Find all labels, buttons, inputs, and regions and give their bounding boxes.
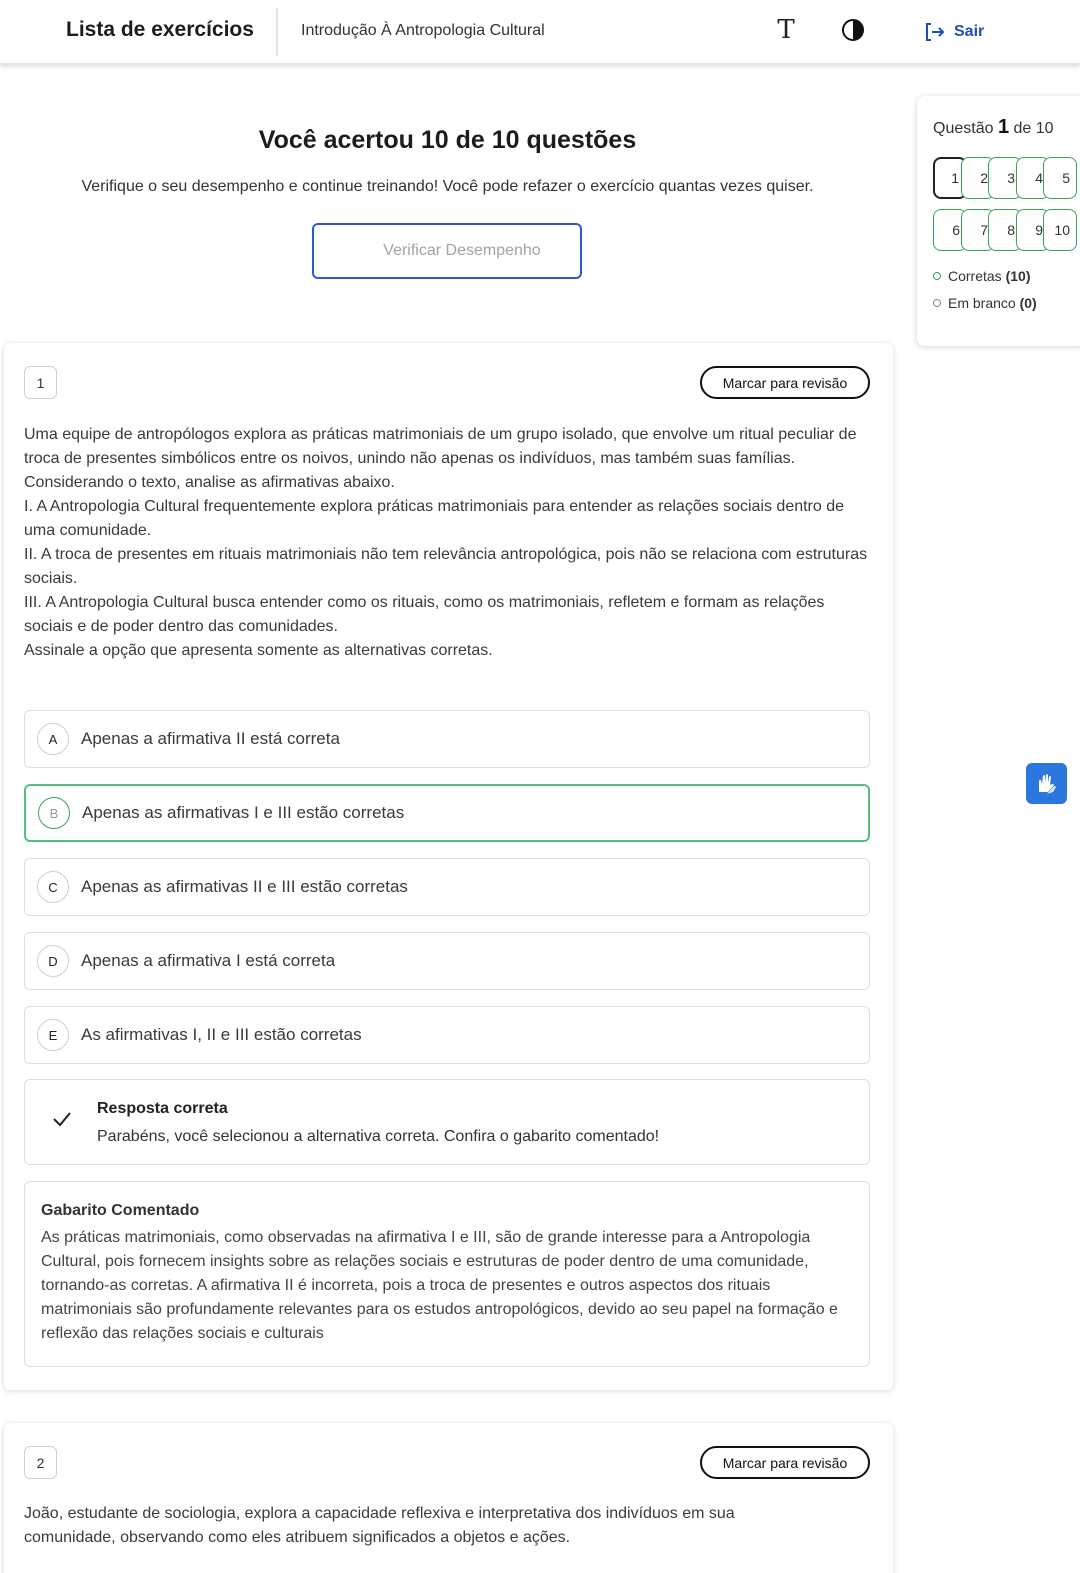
legend-blank-count: (0) [1019,295,1037,311]
question-number-button[interactable]: 2 [961,157,995,199]
mark-for-review-button[interactable]: Marcar para revisão [700,366,870,399]
checkmark-icon [51,1108,73,1130]
result-title: Você acertou 10 de 10 questões [258,126,637,154]
alternative-text: Apenas a afirmativa II está correta [81,729,340,748]
header-divider [276,8,278,56]
alternative-letter: A [37,723,69,755]
commented-answer [24,1181,870,1367]
question-number-button[interactable]: 4 [1016,157,1050,199]
hands-icon [1033,770,1061,798]
top-header [0,0,1080,64]
alternative-c[interactable] [24,858,870,916]
mark-for-review-button[interactable]: Marcar para revisão [700,1446,870,1479]
navigator-current: 1 [997,116,1010,138]
question-number-button[interactable]: 8 [988,209,1022,251]
question-card [4,343,893,1390]
statement-paragraph: Considerando o texto, analise as afirmativas abaixo. [24,474,395,491]
alternative-b[interactable] [24,784,870,842]
commented-answer-title: Gabarito Comentado [41,1202,200,1219]
statement-paragraph: II. A troca de presentes em rituais matrimoniais não tem relevância antropológica, pois não se relaciona com estruturas sociais. [24,546,868,587]
contrast-icon[interactable] [841,18,865,42]
question-statement: João, estudante de sociologia, explora a capacidade reflexiva e interpretativa dos indivíduos em sua comunidade, observando como eles atribuem significados a objetos e ações. [24,1505,735,1546]
question-number-button[interactable]: 9 [1016,209,1050,251]
commented-answer-text: As práticas matrimoniais, como observadas na afirmativa I e III, são de grande interesse para a Antropologia Cultural, pois fornecem insights sobre as relações sociais e estruturas de poder dentro de uma comunidade, tornando-as corretas. A afirmativa II é incorreta, pois a troca de presentes e outros aspectos dos rituais matrimoniais são profundamente relevantes para os estudos antropológicos, devido ao seu papel na formação e reflexão das relações sociais e culturais [41,1229,838,1342]
navigator-suffix: de 10 [1013,120,1054,137]
legend-correct-label: Corretas [948,268,1002,284]
logout-button[interactable] [922,18,984,46]
statement-paragraph: I. A Antropologia Cultural frequentemente explora práticas matrimoniais para entender as relações sociais dentro de uma comunidade. [24,498,845,539]
page-title: Lista de exercícios [66,18,254,41]
question-number-button[interactable]: 6 [933,209,967,251]
legend-blank-label: Em branco [948,295,1016,311]
question-number-button[interactable]: 1 [933,157,967,199]
alternative-letter: C [37,871,69,903]
question-card [4,1423,893,1573]
question-number-button[interactable]: 7 [961,209,995,251]
legend-correct [933,268,1030,284]
feedback-text: Parabéns, você selecionou a alternativa correta. Confira o gabarito comentado! [97,1128,660,1145]
alternative-e[interactable] [24,1006,870,1064]
question-number-button[interactable]: 3 [988,157,1022,199]
alternative-letter: E [37,1019,69,1051]
alternative-d[interactable] [24,932,870,990]
statement-paragraph: Assinale a opção que apresenta somente as alternativas corretas. [24,642,493,659]
alternative-letter: B [38,797,70,829]
navigator-header [933,116,1054,139]
alternative-text: Apenas a afirmativa I está correta [81,951,336,970]
legend-blank [933,295,1037,311]
statement-paragraph: III. A Antropologia Cultural busca entender como os rituais, como os matrimoniais, refletem e formam as relações sociais e de poder dentro das comunidades. [24,594,825,635]
result-subtitle: Verifique o seu desempenho e continue treinando! Você pode refazer o exercício quantas vezes quiser. [81,178,814,195]
legend-correct-count: (10) [1005,268,1031,284]
question-navigator [917,96,1080,346]
question-number-button[interactable]: 5 [1043,157,1077,199]
alternative-a[interactable] [24,710,870,768]
alternative-letter: D [37,945,69,977]
question-number-badge: 1 [24,366,57,399]
course-name: Introdução À Antropologia Cultural [301,22,545,39]
logout-icon [922,20,946,44]
alternative-text: As afirmativas I, II e III estão corretas [81,1025,362,1044]
answer-feedback [24,1079,870,1165]
logout-label: Sair [954,23,985,40]
question-statement [24,423,874,663]
question-number-button[interactable]: 10 [1043,209,1077,251]
question-number-badge: 2 [24,1446,57,1479]
feedback-title: Resposta correta [97,1100,228,1117]
statement-paragraph: Uma equipe de antropólogos explora as práticas matrimoniais de um grupo isolado, que envolve um ritual peculiar de troca de presentes simbólicos entre os noivos, unindo não apenas os indivíduos, mas também suas famílias. [24,426,857,467]
blank-dot-icon [933,299,941,307]
verify-performance-button[interactable]: Verificar Desempenho [312,223,582,279]
alternative-text: Apenas as afirmativas I e III estão corretas [82,803,405,822]
sign-language-button[interactable] [1026,763,1067,804]
font-size-icon[interactable]: T [777,15,795,45]
alternative-text: Apenas as afirmativas II e III estão corretas [81,877,408,896]
correct-dot-icon [933,272,941,280]
navigator-prefix: Questão [933,120,994,137]
